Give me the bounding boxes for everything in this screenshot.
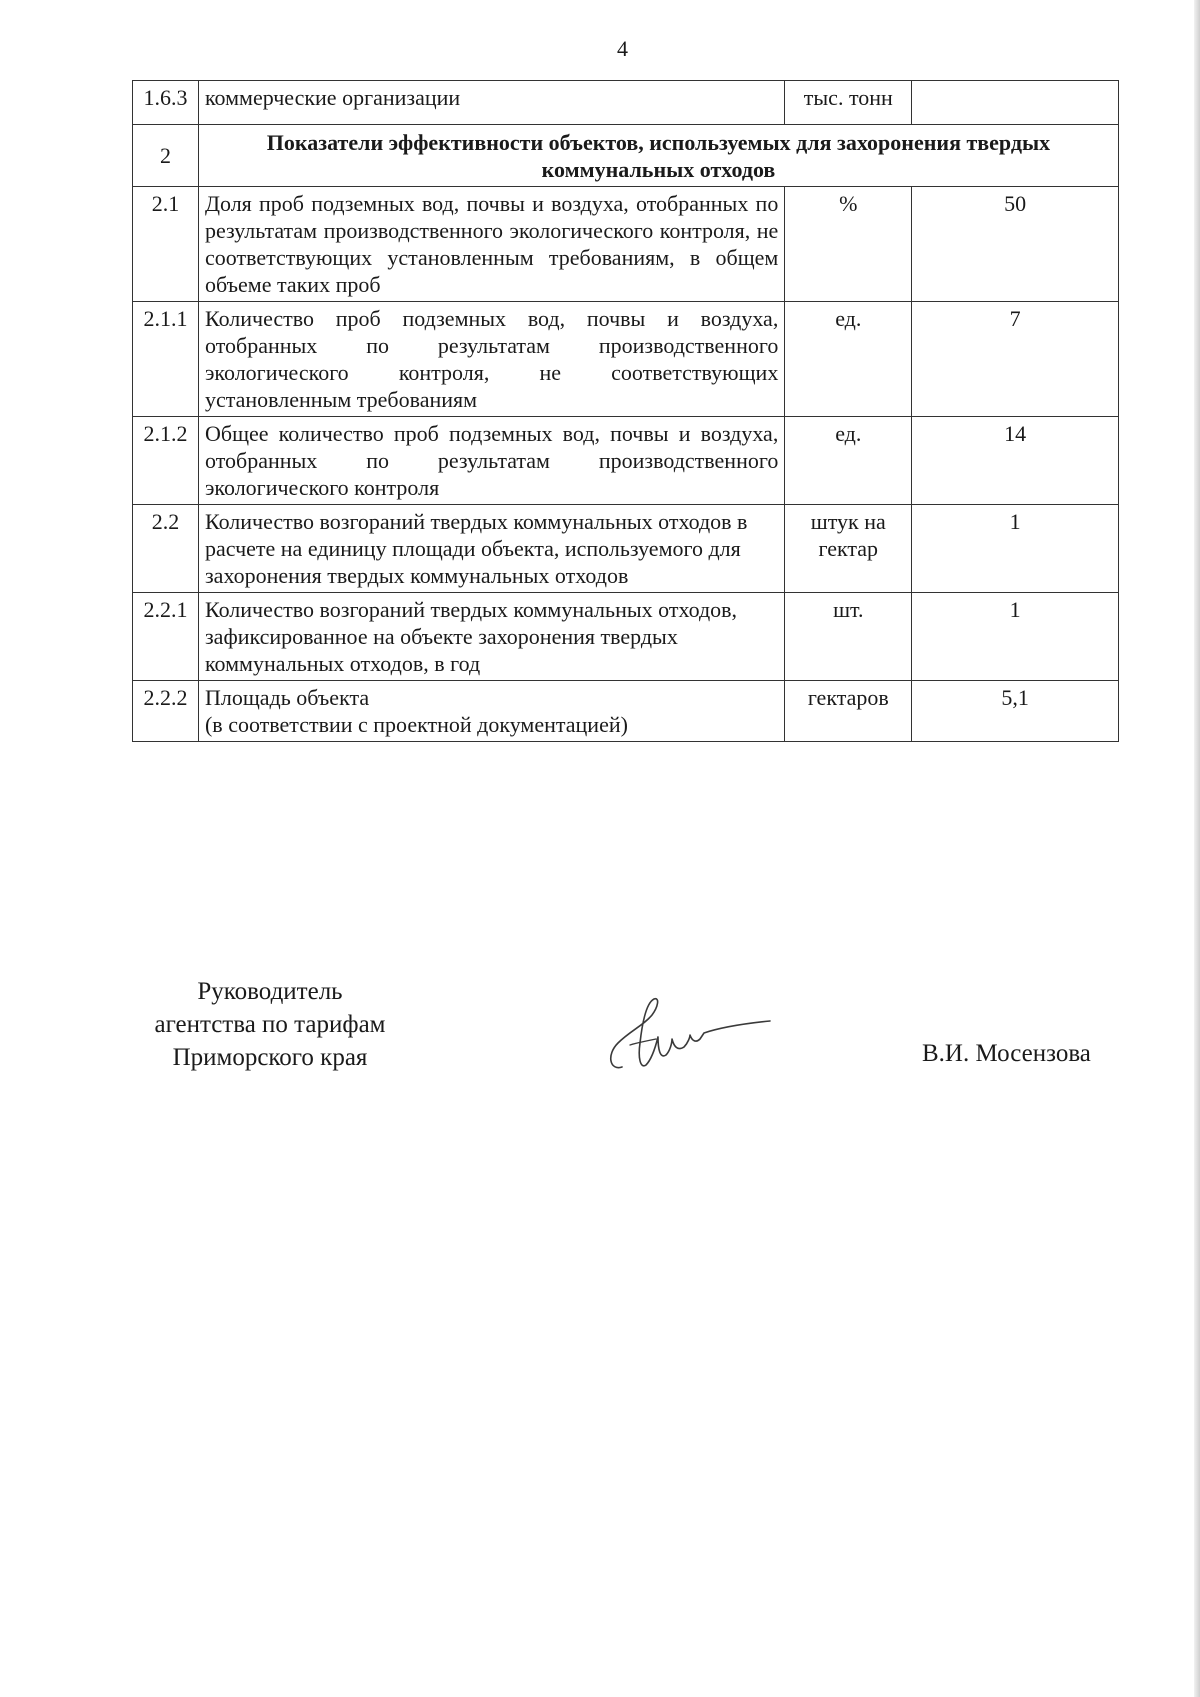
row-unit: ед.: [785, 417, 912, 505]
section-row: [133, 125, 1119, 187]
table-row: [133, 505, 1119, 593]
page-edge: [1194, 0, 1200, 1697]
row-value: 5,1: [912, 681, 1119, 742]
position-line2: агентства по тарифам: [154, 1011, 386, 1038]
row-unit: шт.: [785, 593, 912, 681]
row-indicator: Количество возгораний твердых коммунальных отходов в расчете на единицу площади объекта, используемого для захоронения твердых коммунальных отходов: [198, 505, 784, 593]
row-number: 2.2.2: [133, 681, 199, 742]
handwritten-signature: [600, 985, 780, 1085]
row-value: 7: [912, 302, 1119, 417]
table-row: [133, 81, 1119, 125]
row-indicator-line1: Площадь объекта: [204, 685, 370, 710]
section-title: Показатели эффективности объектов, используемых для захоронения твердых коммунальных отходов: [198, 125, 1118, 187]
row-indicator: Общее количество проб подземных вод, почвы и воздуха, отобранных по результатам производственного экологического контроля: [198, 417, 784, 505]
row-indicator: Количество проб подземных вод, почвы и воздуха, отобранных по результатам производственного экологического контроля, не соответствующих установленным требованиям: [198, 302, 784, 417]
row-value: 50: [912, 187, 1119, 302]
table-row: [133, 681, 1119, 742]
row-unit: ед.: [785, 302, 912, 417]
row-indicator-line2: (в соответствии с проектной документацией): [204, 712, 628, 737]
row-value: 1: [912, 593, 1119, 681]
row-indicator: [198, 681, 784, 742]
row-number: 2.2.1: [133, 593, 199, 681]
row-value: 14: [912, 417, 1119, 505]
row-number: 1.6.3: [133, 81, 199, 125]
row-indicator: коммерческие организации: [198, 81, 784, 125]
row-unit: гектаров: [785, 681, 912, 742]
row-number: 2.1.2: [133, 417, 199, 505]
row-unit: %: [785, 187, 912, 302]
row-value: 1: [912, 505, 1119, 593]
table-row: [133, 593, 1119, 681]
row-number: 2.2: [133, 505, 199, 593]
signatory-position: [120, 975, 420, 1074]
indicators-table: [132, 80, 1119, 742]
row-unit: штук на гектар: [785, 505, 912, 593]
row-indicator: Количество возгораний твердых коммунальных отходов, зафиксированное на объекте захоронения твердых коммунальных отходов, в год: [198, 593, 784, 681]
row-number: 2.1.1: [133, 302, 199, 417]
row-value: [912, 81, 1119, 125]
row-unit: тыс. тонн: [785, 81, 912, 125]
section-number: 2: [133, 125, 199, 187]
signatory-name: В.И. Мосензова: [922, 1040, 1091, 1067]
position-line1: Руководитель: [197, 978, 343, 1005]
position-line3: Приморского края: [172, 1044, 368, 1071]
row-indicator: Доля проб подземных вод, почвы и воздуха, отобранных по результатам производственного экологического контроля, не соответствующих установленным требованиям, в общем объеме таких проб: [198, 187, 784, 302]
table-row: [133, 417, 1119, 505]
table-row: [133, 187, 1119, 302]
row-number: 2.1: [133, 187, 199, 302]
page-number: 4: [617, 36, 628, 61]
table-row: [133, 302, 1119, 417]
